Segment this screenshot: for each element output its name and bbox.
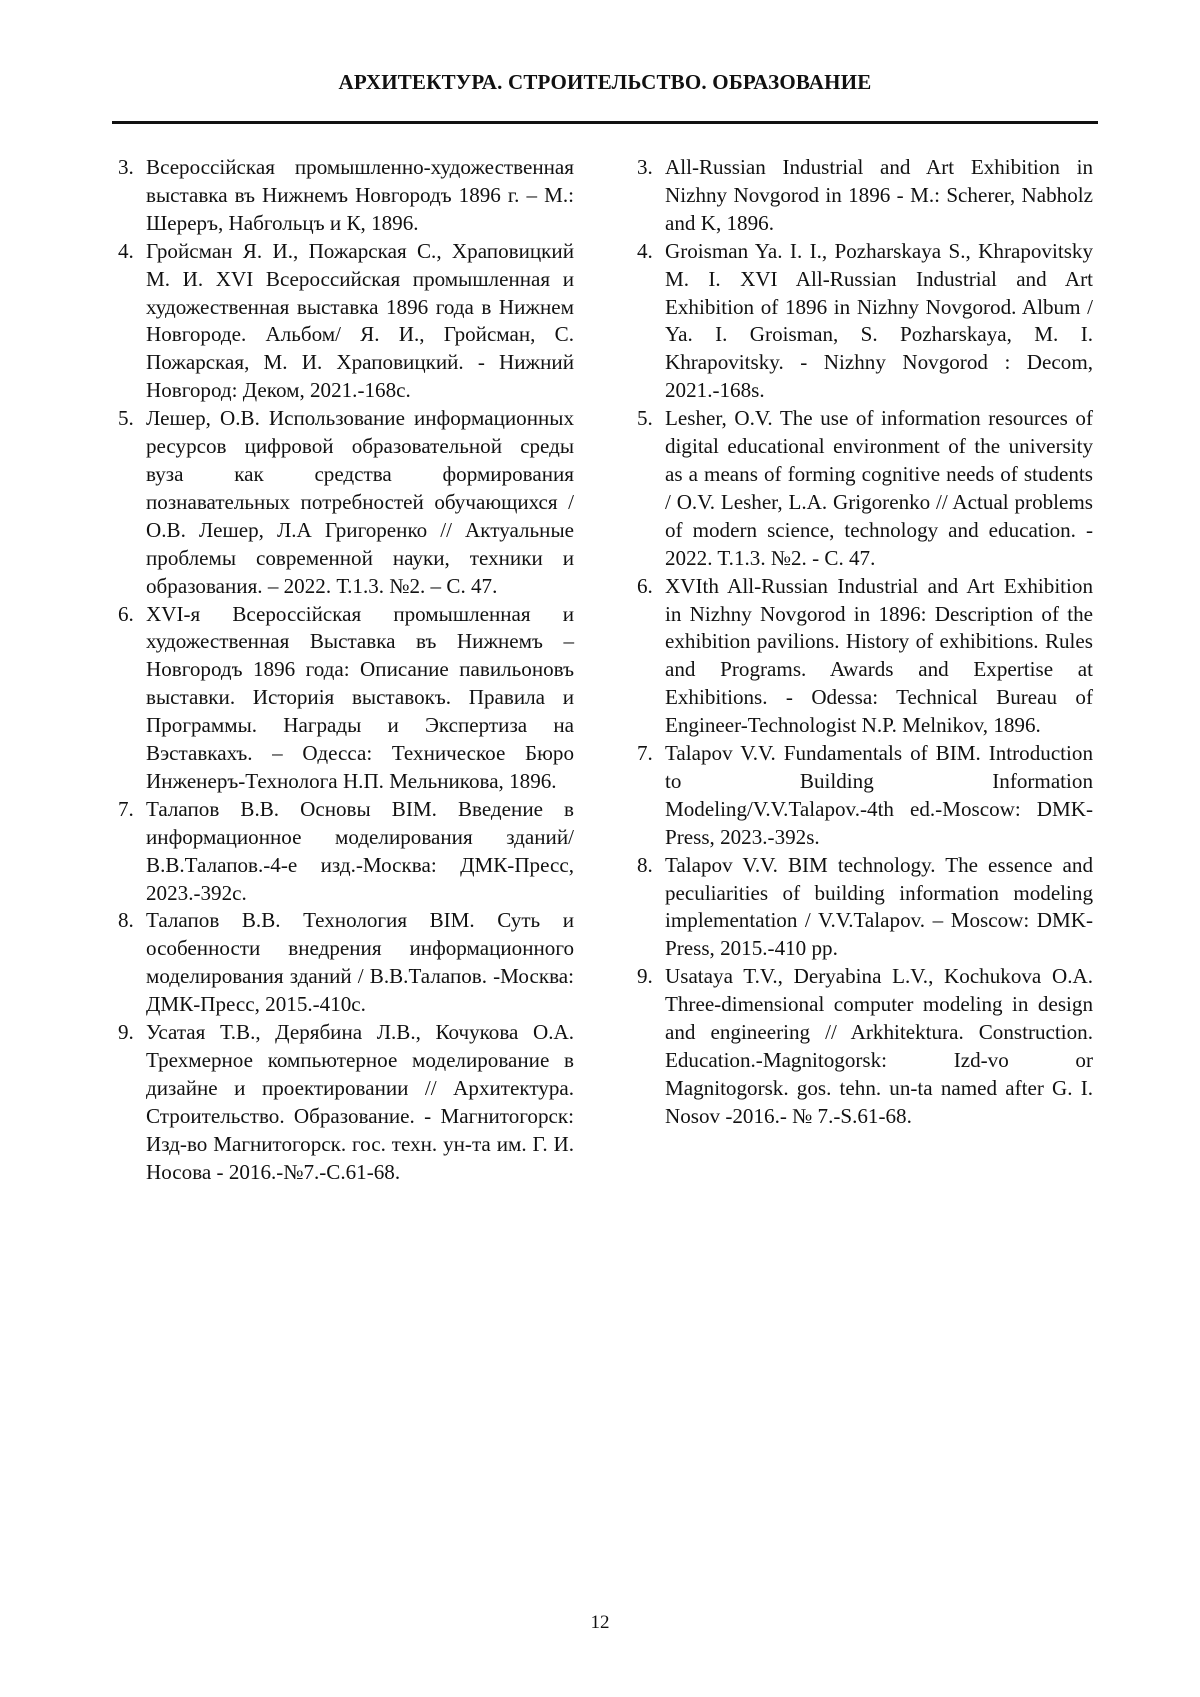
reference-item [118, 1019, 574, 1186]
reference-item [637, 740, 1093, 852]
reference-item [118, 238, 574, 405]
reference-text: Лешер, О.В. Использование информационных ресурсов цифровой образовательной среды вуза как средства формирования познавательных потребностей обучающихся / О.В. Лешер, Л.А Григоренко // Актуальные проблемы современной науки, техники и образования. – 2022. Т.1.3. №2. – С. 47. [146, 406, 574, 598]
page-number: 12 [590, 1612, 610, 1633]
reference-item [118, 907, 574, 1019]
reference-item [118, 405, 574, 600]
reference-item [637, 573, 1093, 740]
reference-list-english [637, 154, 1093, 1131]
reference-text: Lesher, O.V. The use of information resources of digital educational environment of the university as a means of forming cognitive needs of students / O.V. Lesher, L.A. Grigorenko // Actual problems of modern science, technology and education. - 2022. T.1.3. №2. - С. 47. [665, 406, 1093, 570]
reference-text: Usataya T.V., Deryabina L.V., Kochukova O.A. Three-dimensional computer modeling in design and engineering // Arkhitektura. Construction. Education.-Magnitogorsk: Izd-vo or Magnitogorsk. gos. tehn. un-ta named after G. I. Nosov -2016.- № 7.-S.61-68. [665, 964, 1093, 1128]
header-divider [112, 121, 1098, 124]
reference-number: 3. [118, 155, 134, 179]
reference-item [118, 796, 574, 908]
reference-number: 6. [637, 573, 653, 598]
reference-text: Усатая Т.В., Дерябина Л.В., Кочукова О.А. Трехмерное компьютерное моделирование в дизайне и проектировании // Архитектура. Строительство. Образование. - Магнитогорск: Изд-во Магнитогорск. гос. техн. ун-та им. Г. И. Носова - 2016.-№7.-С.61-68. [146, 1020, 574, 1184]
reference-item [637, 852, 1093, 964]
reference-item [118, 154, 574, 238]
reference-number: 9. [118, 1020, 134, 1045]
reference-number: 3. [637, 155, 653, 179]
reference-number: 8. [637, 852, 653, 877]
reference-text: XVIth All-Russian Industrial and Art Exhibition in Nizhny Novgorod in 1896: Description of the exhibition pavilions. History of exhibitions. Rules and Programs. Awards and Expertise at Exhibitions. - Odessa: Technical Bureau of Engineer-Technologist N.P. Melnikov, 1896. [665, 573, 1093, 738]
reference-text: Гройсман Я. И., Пожарская С., Храповицкий М. И. XVI Всероссийская промышленная и художественная выставка 1896 года в Нижнем Новгороде. Альбом/ Я. И., Гройсман, С. Пожарская, М. И. Храповицкий. - Нижний Новгород: Деком, 2021.-168с. [146, 238, 574, 403]
reference-item [637, 154, 1093, 238]
reference-number: 5. [118, 406, 134, 431]
reference-number: 4. [118, 238, 134, 263]
reference-number: 7. [118, 796, 134, 821]
reference-number: 8. [118, 908, 134, 933]
reference-list-russian [118, 154, 574, 1187]
reference-number: 7. [637, 741, 653, 766]
page-header-title: АРХИТЕКТУРА. СТРОИТЕЛЬСТВО. ОБРАЗОВАНИЕ [338, 70, 872, 94]
reference-text: Всероссiйская промышленно-художественная выставка въ Нижнемъ Новгородъ 1896 г. – М.: Шереръ, Набгольцъ и К, 1896. [146, 155, 574, 235]
reference-number: 4. [637, 238, 653, 263]
reference-item [637, 963, 1093, 1130]
reference-item [637, 238, 1093, 405]
reference-text: Talapov V.V. BIM technology. The essence and peculiarities of building information modeling implementation / V.V.Talapov. – Moscow: DMK-Press, 2015.-410 pp. [665, 852, 1093, 961]
reference-number: 9. [637, 964, 653, 989]
reference-text: Groisman Ya. I. I., Pozharskaya S., Khrapovitsky M. I. XVI All-Russian Industrial and Art Exhibition of 1896 in Nizhny Novgorod. Album / Ya. I. Groisman, S. Pozharskaya, M. I. Khrapovitsky. - Nizhny Novgorod : Decom, 2021.-168s. [665, 238, 1093, 403]
references-column-russian [118, 154, 574, 1187]
reference-text: Talapov V.V. Fundamentals of BIM. Introduction to Building Information Modeling/V.V.Talapov.-4th ed.-Moscow: DMK-Press, 2023.-392s. [665, 741, 1093, 849]
reference-number: 6. [118, 601, 134, 626]
reference-text: All-Russian Industrial and Art Exhibition in Nizhny Novgorod in 1896 - M.: Scherer, Nabholz and K, 1896. [665, 155, 1093, 235]
reference-item [118, 601, 574, 796]
reference-text: XVI-я Всероссiйская промышленная и художественная Выставка въ Нижнемъ – Новгородъ 1896 года: Описание павильоновъ выставки. Историiя выставокъ. Правила и Программы. Награды и Экспертиза на Вэставкахъ. – Одесса: Техническое Бюро Инженеръ-Технолога Н.П. Мельникова, 1896. [146, 601, 574, 793]
reference-number: 5. [637, 406, 653, 431]
references-column-english [637, 154, 1093, 1131]
reference-item [637, 405, 1093, 572]
reference-text: Талапов В.В. Технология BIM. Суть и особенности внедрения информационного моделирования зданий / В.В.Талапов. -Москва: ДМК-Пресс, 2015.-410с. [146, 908, 574, 1017]
reference-text: Талапов В.В. Основы BIM. Введение в информационное моделирования зданий/В.В.Талапов.-4-е изд.-Москва: ДМК-Пресс, 2023.-392с. [146, 796, 574, 905]
